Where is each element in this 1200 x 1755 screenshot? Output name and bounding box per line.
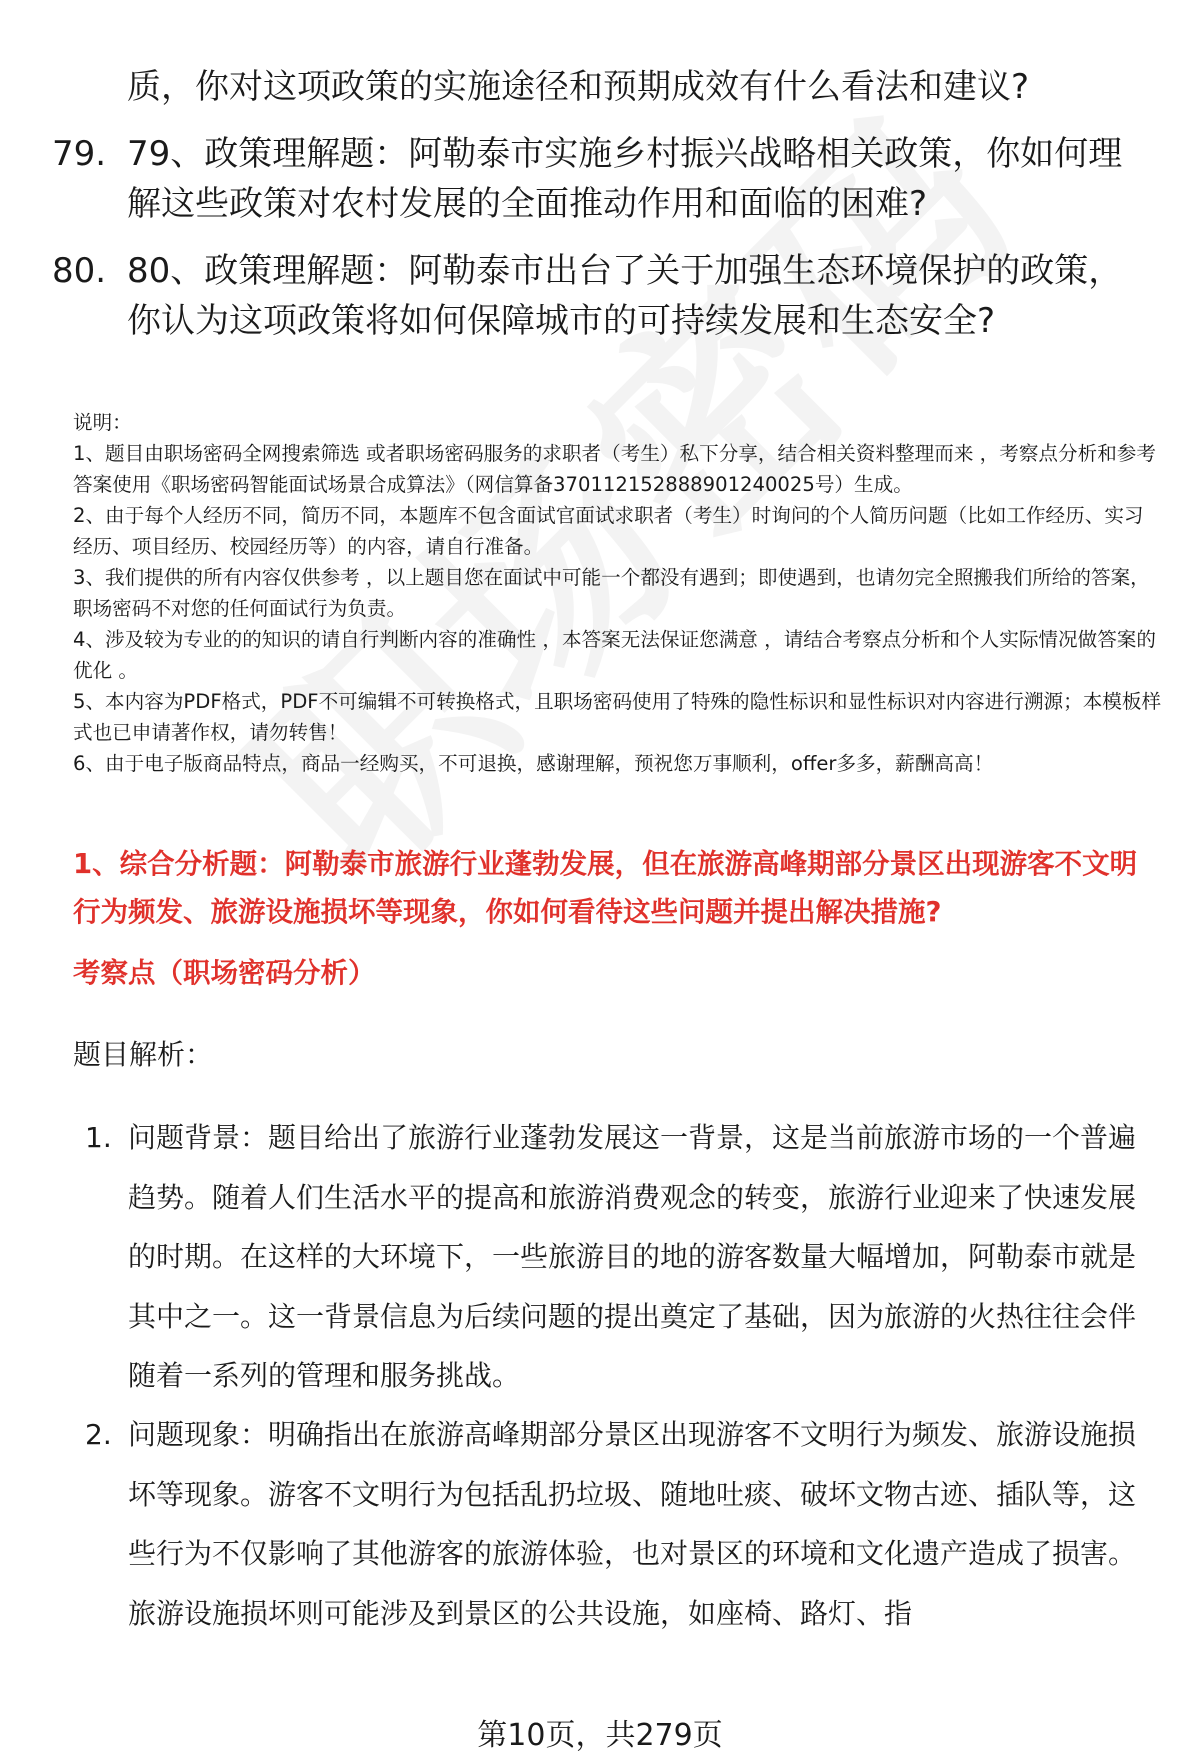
analysis-number: 1. [85,1121,112,1154]
main-question-heading: 1、综合分析题：阿勒泰市旅游行业蓬勃发展，但在旅游高峰期部分景区出现游客不文明行为频发、旅游设施损坏等现象，你如何看待这些问题并提出解决措施? [73,848,1138,928]
note-item: 4、涉及较为专业的的知识的请自行判断内容的准确性 ，本答案无法保证您满意 ，请结合考察点分析和个人实际情况做答案的优化 。 [73,628,1156,682]
page-footer: 第10页，共279页 [477,1718,723,1753]
question-text: 80、政策理解题：阿勒泰市出台了关于加强生态环境保护的政策，你认为这项政策将如何保障城市的可持续发展和生态安全? [127,251,1123,341]
analysis-text: 问题背景：题目给出了旅游行业蓬勃发展这一背景，这是当前旅游市场的一个普遍趋势。随着人们生活水平的提高和旅游消费观念的转变，旅游行业迎来了快速发展的时期。在这样的大环境下，一些旅游目的地的游客数量大幅增加，阿勒泰市就是其中之一。这一背景信息为后续问题的提出奠定了基础，因为旅游的火热往往会伴随着一系列的管理和服务挑战。 [128,1121,1137,1392]
section-label: 考察点（职场密码分析） [73,957,376,989]
question-78-continuation: 质，你对这项政策的实施途径和预期成效有什么看法和建议? [127,67,1030,107]
note-item: 6、由于电子版商品特点，商品一经购买，不可退换，感谢理解，预祝您万事顺利，offer多多，薪酬高高！ [73,752,994,775]
note-item: 5、本内容为PDF格式，PDF不可编辑不可转换格式，且职场密码使用了特殊的隐性标识和显性标识对内容进行溯源；本模板样式也已申请著作权，请勿转售！ [73,690,1162,744]
note-item: 2、由于每个人经历不同，简历不同，本题库不包含面试官面试求职者（考生）时询问的个人简历问题（比如工作经历、实习经历、项目经历、校园经历等）的内容，请自行准备。 [73,504,1144,558]
analysis-heading: 题目解析： [73,1038,214,1071]
notes-heading: 说明： [73,411,132,434]
question-number: 79. [52,134,107,174]
analysis-text: 问题现象：明确指出在旅游高峰期部分景区出现游客不文明行为频发、旅游设施损坏等现象。游客不文明行为包括乱扔垃圾、随地吐痰、破坏文物古迹、插队等，这些行为不仅影响了其他游客的旅游体验，也对景区的环境和文化遗产造成了损害。旅游设施损坏则可能涉及到景区的公共设施，如座椅、路灯、指 [128,1418,1137,1630]
analysis-number: 2. [85,1418,112,1451]
note-item: 1、题目由职场密码全网搜索筛选 或者职场密码服务的求职者（考生）私下分享，结合相关资料整理而来 ，考察点分析和参考答案使用《职场密码智能面试场景合成算法》（网信算备370112152888901240025号）生成。 [73,442,1156,496]
question-number: 80. [52,251,107,291]
question-text: 79、政策理解题：阿勒泰市实施乡村振兴战略相关政策，你如何理解这些政策对农村发展的全面推动作用和面临的困难? [127,134,1123,224]
note-item: 3、我们提供的所有内容仅供参考 ，以上题目您在面试中可能一个都没有遇到；即使遇到，也请勿完全照搬我们所给的答案，职场密码不对您的任何面试行为负责。 [73,566,1150,620]
notes-block [73,407,1163,779]
